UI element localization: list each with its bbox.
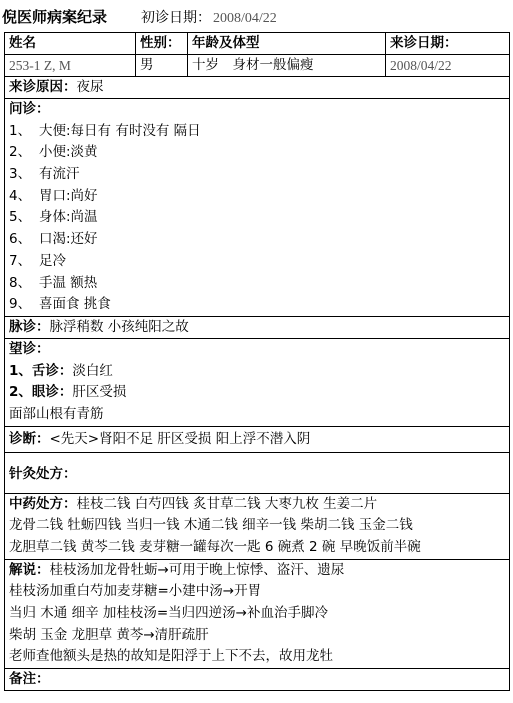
herbal-line-2: 龙骨二钱 牡蛎四钱 当归一钱 木通二钱 细辛一钱 柴胡二钱 玉金二钱 (9, 517, 413, 534)
inquiry-item: 7、 足冷 (9, 252, 66, 269)
explanation-line-5: 老师查他额头是热的故知是阳浮于上下不去，故用龙牡 (9, 648, 333, 665)
herbal-line-1: 中药处方：桂枝二钱 白芍四钱 炙甘草二钱 大枣九枚 生姜二片 (9, 495, 378, 512)
observation-row (5, 338, 510, 426)
inquiry-item: 5、 身体:尚温 (9, 209, 98, 226)
visit-date-header: 来诊日期： (386, 33, 510, 55)
diagnosis-label: 诊断： (9, 430, 50, 447)
age-body-header: 年龄及体型 (188, 33, 386, 55)
inquiry-item: 2、 小便:淡黄 (9, 144, 98, 161)
diagnosis-value: <先天>肾阳不足 肝区受损 阳上浮不潜入阴 (49, 430, 311, 447)
inquiry-item: 9、 喜面食 挑食 (9, 296, 111, 313)
reason-cell (5, 77, 510, 99)
patient-age-body: 十岁 身材一般偏瘦 (188, 55, 386, 77)
herbal-cell (5, 493, 510, 559)
patient-sex: 男 (136, 55, 188, 77)
first-visit-label: 初诊日期： (141, 10, 212, 26)
herbal-row (5, 493, 510, 559)
inquiry-item: 8、 手温 额热 (9, 274, 98, 291)
notes-row (5, 669, 510, 691)
record-title-row (2, 6, 277, 27)
reason-row (5, 77, 510, 99)
name-header: 姓名 (5, 33, 136, 55)
inquiry-item: 4、 胃口:尚好 (9, 187, 98, 204)
pulse-cell (5, 316, 510, 338)
notes-label: 备注： (9, 671, 50, 688)
explanation-row (5, 559, 510, 668)
inquiry-cell (5, 99, 510, 317)
explanation-line-2: 桂枝汤加重白芍加麦芽糖=小建中汤→开胃 (9, 583, 262, 600)
pulse-row (5, 316, 510, 338)
inquiry-label: 问诊： (9, 101, 50, 117)
herbal-line-3: 龙胆草二钱 黄芩二钱 麦芽糖一罐每次一匙 6 碗煮 2 碗 早晚饭前半碗 (9, 539, 421, 555)
explanation-line-1: 解说：桂枝汤加龙骨牡蛎→可用于晚上惊悸、盗汗、遗尿 (9, 561, 345, 578)
case-record-table (4, 32, 510, 691)
first-visit-date: 2008/04/22 (213, 11, 277, 26)
explanation-line-3: 当归 木通 细辛 加桂枝汤=当归四逆汤→补血治手脚冷 (9, 605, 328, 622)
patient-visit-date: 2008/04/22 (386, 55, 510, 77)
explanation-line-4: 柴胡 玉金 龙胆草 黄芩→清肝疏肝 (9, 626, 209, 643)
inquiry-item: 6、 口渴:还好 (9, 231, 98, 248)
sex-header: 性别： (136, 33, 188, 55)
observation-extra: 面部山根有青筋 (9, 405, 104, 422)
patient-values-row (5, 55, 510, 77)
observation-label: 望诊： (9, 340, 50, 357)
tongue-line: 1、舌诊：淡白红 (9, 362, 113, 379)
diagnosis-cell (5, 426, 510, 452)
record-title: 倪医师病案纪录 (2, 8, 108, 26)
inquiry-item: 1、 大便:每日有 有时没有 隔日 (9, 122, 201, 139)
explanation-cell (5, 559, 510, 668)
reason-label: 来诊原因： (9, 79, 77, 95)
patient-header-row (5, 33, 510, 55)
inquiry-row (5, 99, 510, 317)
diagnosis-row (5, 426, 510, 452)
pulse-label: 脉诊： (9, 318, 50, 335)
acupuncture-label: 针灸处方： (9, 465, 77, 482)
eye-line: 2、眼诊：肝区受损 (9, 384, 127, 401)
acupuncture-cell (5, 452, 510, 493)
pulse-value: 脉浮稍数 小孩纯阳之故 (49, 318, 189, 335)
patient-name: 253-1 Z, M (5, 55, 136, 77)
notes-cell (5, 669, 510, 691)
inquiry-item: 3、 有流汗 (9, 166, 80, 183)
reason-value: 夜尿 (76, 79, 104, 95)
observation-cell (5, 338, 510, 426)
acupuncture-row (5, 452, 510, 493)
